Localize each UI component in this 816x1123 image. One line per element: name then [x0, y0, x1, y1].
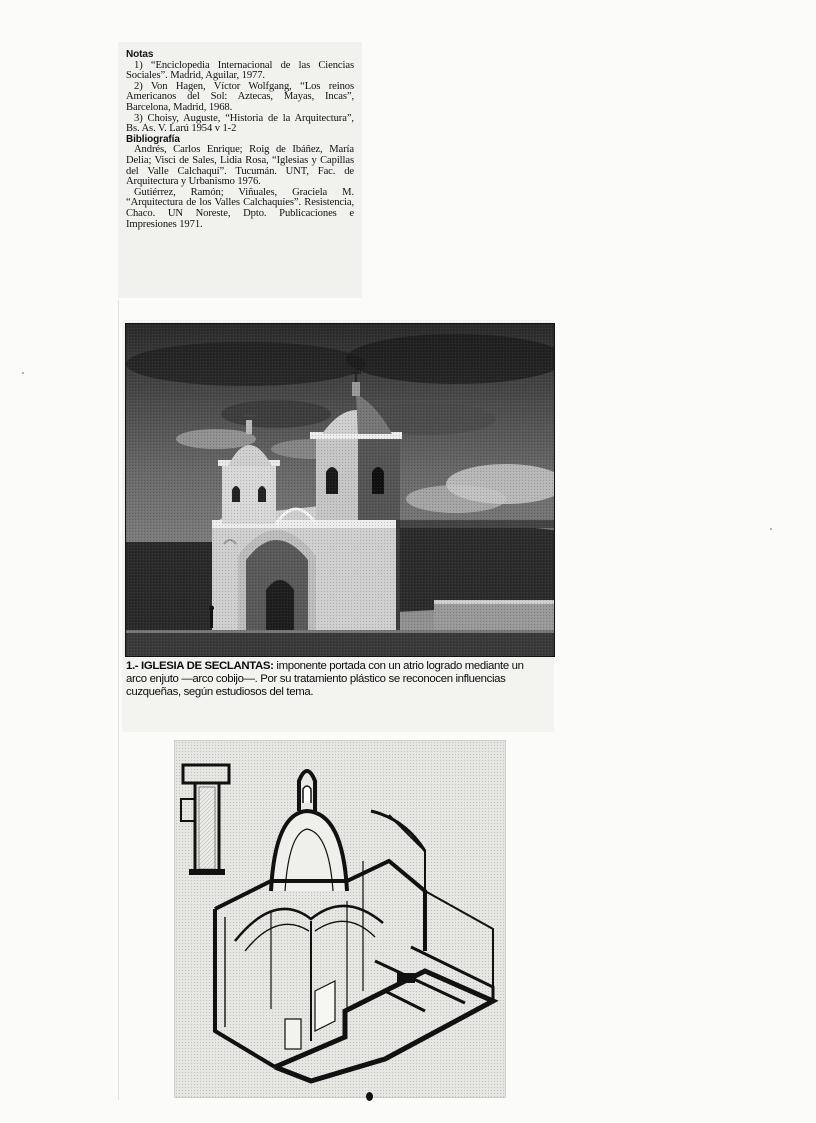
- photo-caption: [126, 660, 546, 699]
- church-photograph: [125, 323, 555, 657]
- church-photo-drawing: [126, 324, 554, 656]
- isometric-church-drawing: [175, 741, 505, 1097]
- notes-heading: Notas: [126, 49, 154, 60]
- paper-speck: [22, 372, 24, 374]
- caption-title: 1.- IGLESIA DE SECLANTAS:: [126, 660, 274, 672]
- bibliography-item: Andrés, Carlos Enrique; Roig de Ibáñez, María Delia; Visci de Sales, Lidia Rosa, “Iglesias y Capillas del Valle Calchaquí”. Tucumán. UNT, Fac. de Arquitectura y Urbanismo 1976.: [126, 144, 354, 188]
- bibliography-heading: Bibliografía: [126, 133, 180, 145]
- page-edge-line: [118, 300, 119, 1100]
- bibliography-item: Gutiérrez, Ramón; Viñuales, Graciela M. “Arquitectura de los Valles Calchaquíes”. Resistencia, Chaco. UN Noreste, Dpto. Publicaciones e Impresiones 1971.: [126, 186, 354, 230]
- isometric-drawing-clipping: [174, 740, 506, 1098]
- photo-clipping: [122, 320, 554, 732]
- note-item: 1) “Enciclopedia Internacional de las Ciencias Sociales”. Madrid, Aguilar, 1977.: [126, 59, 354, 82]
- note-item: 2) Von Hagen, Víctor Wolfgang, “Los reinos Americanos del Sol: Aztecas, Mayas, Incas”, Barcelona, Madrid, 1968.: [126, 80, 354, 113]
- note-item: 3) Choisy, Auguste, “Historia de la Arquitectura”, Bs. As. V. Larú 1954 v 1-2: [126, 112, 354, 135]
- pin-mark: [366, 1092, 373, 1101]
- notes-clipping: [118, 42, 362, 298]
- paper-speck: [770, 528, 772, 530]
- caption-text: imponente portada con un atrio logrado mediante un arco enjuto —arco cobijo—. Por su tratamiento plástico se reconocen influencias cuzqueñas, según estudiosos del tema.: [126, 660, 524, 698]
